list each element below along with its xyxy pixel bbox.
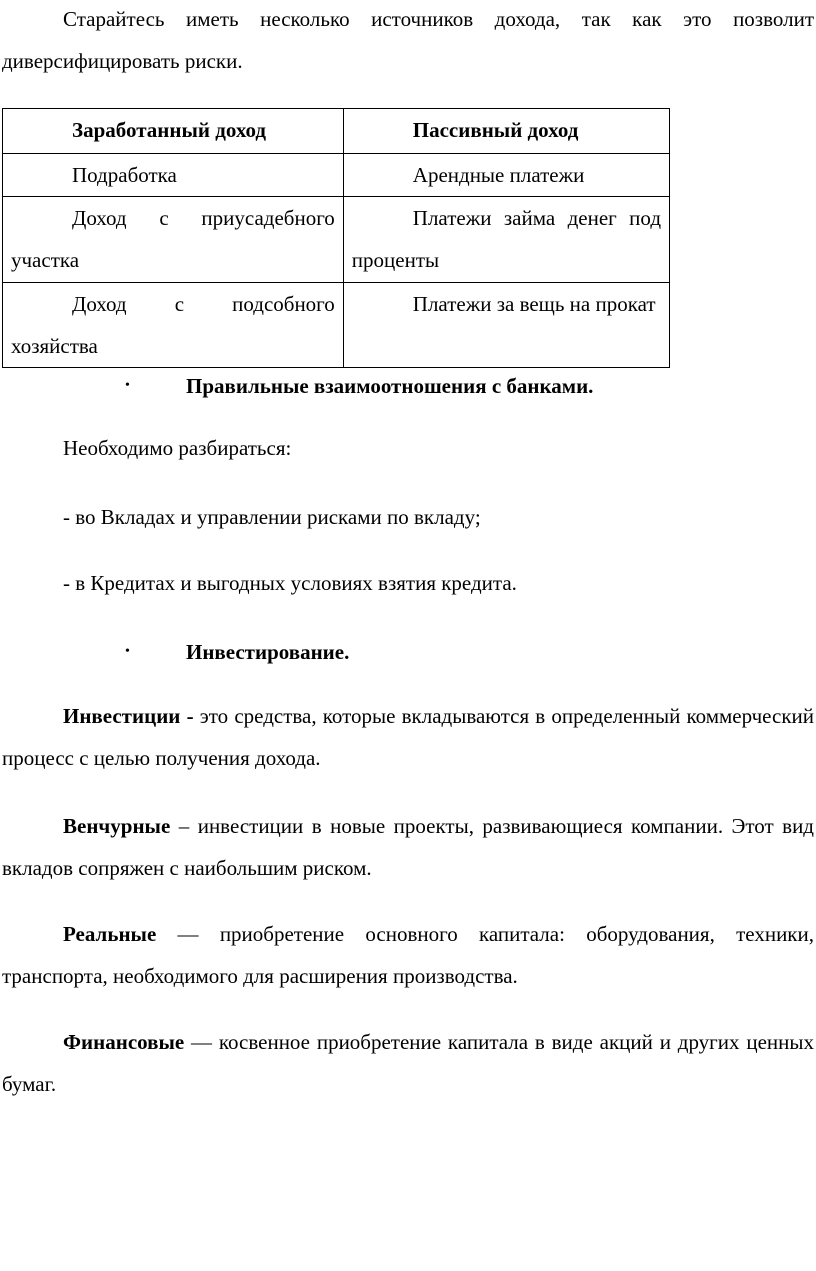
bullet-icon: • — [125, 644, 130, 659]
definition-real — [2, 913, 814, 997]
definition-term: Венчурные — [63, 814, 171, 838]
banks-heading — [0, 371, 816, 401]
header-passive-income: Пассивный доход — [343, 109, 669, 154]
definition-financial — [2, 1021, 814, 1105]
table-cell: Доход с приусадебного участка — [3, 197, 344, 283]
definition-text: это средства, которые вкладываются в определенный коммерческий процесс с целью получения дохода. — [2, 704, 814, 770]
definition-text: — приобретение основного капитала: оборудования, техники, транспорта, необходимого для расширения производства. — [2, 922, 814, 988]
investing-heading — [0, 637, 816, 667]
income-table — [2, 108, 670, 368]
investing-heading-text: Инвестирование. — [186, 640, 350, 664]
banks-heading-text: Правильные взаимоотношения с банками. — [186, 374, 594, 398]
header-earned-income: Заработанный доход — [3, 109, 344, 154]
table-cell: Подработка — [3, 154, 344, 197]
intro-paragraph: Старайтесь иметь несколько источников дохода, так как это позволит диверсифицировать риски. — [2, 7, 814, 73]
table-row — [3, 283, 670, 368]
table-header-row — [3, 109, 670, 154]
definition-venture — [2, 805, 814, 889]
definition-term: Реальные — [63, 922, 157, 946]
bullet-icon: • — [125, 378, 130, 393]
banks-item-credits: - в Кредитах и выгодных условиях взятия кредита. — [63, 571, 517, 595]
table-cell: Арендные платежи — [343, 154, 669, 197]
definition-text: — косвенное приобретение капитала в виде акций и других ценных бумаг. — [2, 1030, 814, 1096]
table-cell: Платежи займа денег под проценты — [343, 197, 669, 283]
banks-item-deposits: - во Вкладах и управлении рисками по вкладу; — [63, 505, 481, 529]
definition-investments — [2, 695, 814, 779]
table-cell: Платежи за вещь на прокат — [343, 283, 669, 368]
definition-term: Инвестиции - — [63, 704, 194, 728]
definition-text: – инвестиции в новые проекты, развивающиеся компании. Этот вид вкладов сопряжен с наибольшим риском. — [2, 814, 814, 880]
definition-term: Финансовые — [63, 1030, 185, 1054]
table-cell: Доход с подсобного хозяйства — [3, 283, 344, 368]
table-row — [3, 197, 670, 283]
table-row — [3, 154, 670, 197]
banks-lead: Необходимо разбираться: — [63, 436, 292, 460]
